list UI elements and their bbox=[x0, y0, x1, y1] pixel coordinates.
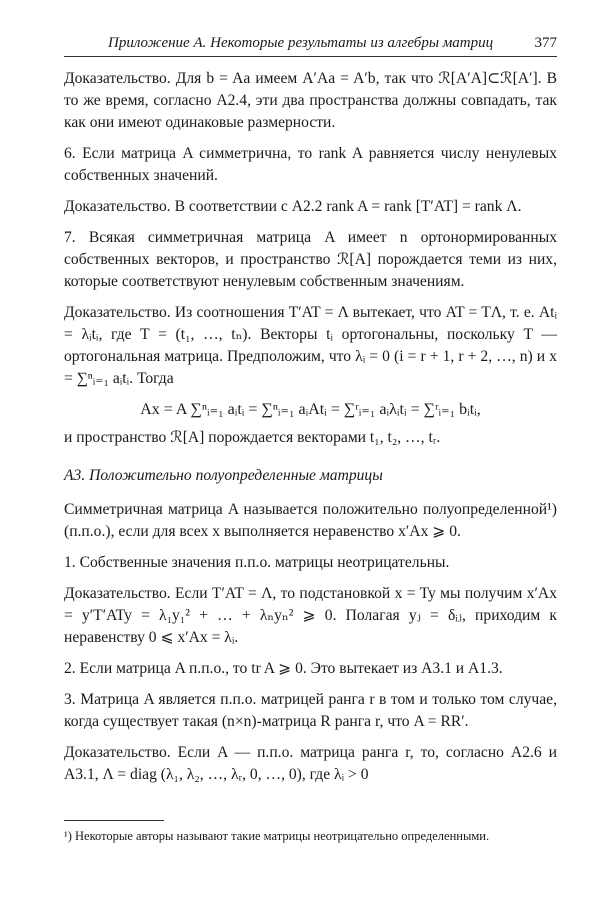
page-body bbox=[64, 68, 557, 795]
paragraph-statement-6: 6. Если матрица A симметрична, то rank A равняется числу ненулевых собственных значений. bbox=[64, 145, 557, 184]
paragraph-proof-a3-3: Доказательство. Если A — п.п.о. матрица ранга r, то, согласно А2.6 и А3.1, Λ = diag (λ₁, λ₂, …, λᵣ, 0, …, 0), где λᵢ > 0 bbox=[64, 744, 557, 783]
paragraph-proof-1: Доказательство. Для b = Aa имеем A′Aa = A′b, так что ℛ[A′A]⊂ℛ[A′]. В то же время, согласно A2.4, эти два пространства должны совпадать, так как они имеют одинаковые размерности. bbox=[64, 70, 557, 131]
paragraph-proof-a3-1: Доказательство. Если T′AT = Λ, то подстановкой x = Ty мы получим x′Ax = y′T′ATy = λ₁y₁² + … + λₙyₙ² ⩾ 0. Полагая yⱼ = δᵢⱼ, приходим к неравенству 0 ⩽ x′Ax = λᵢ. bbox=[64, 585, 557, 646]
running-header bbox=[64, 34, 557, 57]
display-formula: Ax = A ∑ⁿᵢ₌₁ aᵢtᵢ = ∑ⁿᵢ₌₁ aᵢAtᵢ = ∑ʳᵢ₌₁ aᵢλᵢtᵢ = ∑ʳᵢ₌₁ bᵢtᵢ, bbox=[140, 401, 481, 418]
header-title: Приложение А. Некоторые результаты из алгебры матриц bbox=[108, 35, 494, 51]
paragraph-statement-a3-2: 2. Если матрица A п.п.о., то tr A ⩾ 0. Это вытекает из А3.1 и А1.3. bbox=[64, 660, 503, 677]
section-heading: А3. Положительно полуопределенные матрицы bbox=[64, 467, 383, 484]
paragraph-statement-7: 7. Всякая симметричная матрица A имеет n ортонормированных собственных векторов, и пространство ℛ[A] порождается теми из них, которые соответствуют ненулевым собственным значениям. bbox=[64, 229, 557, 290]
paragraph-proof-6: Доказательство. В соответствии с A2.2 rank A = rank [T′AT] = rank Λ. bbox=[64, 198, 522, 215]
footnote: ¹) Некоторые авторы называют такие матрицы неотрицательно определенными. bbox=[64, 829, 490, 843]
paragraph-statement-a3-1: 1. Собственные значения п.п.о. матрицы неотрицательны. bbox=[64, 554, 450, 571]
paragraph-statement-a3-3: 3. Матрица A является п.п.о. матрицей ранга r в том и только том случае, когда существует такая (n×n)-матрица R ранга r, что A = RR′. bbox=[64, 691, 557, 730]
paragraph-after-formula: и пространство ℛ[A] порождается векторами t₁, t₂, …, tᵣ. bbox=[64, 429, 441, 446]
paragraph-proof-7: Доказательство. Из соотношения T′AT = Λ вытекает, что AT = TΛ, т. е. Atᵢ = λᵢtᵢ, где T = (t₁, …, tₙ). Векторы tᵢ ортогональны, поскольку T — ортогональная матрица. Предположим, что λᵢ = 0 (i = r + 1, r + 2, …, n) и x = ∑ⁿᵢ₌₁ aᵢtᵢ. Тогда bbox=[64, 304, 557, 387]
footnote-rule bbox=[64, 820, 164, 821]
page-number: 377 bbox=[534, 35, 557, 51]
paragraph-definition: Симметричная матрица A называется положительно полуопределенной¹) (п.п.о.), если для всех x выполняется неравенство x′Ax ⩾ 0. bbox=[64, 501, 557, 540]
